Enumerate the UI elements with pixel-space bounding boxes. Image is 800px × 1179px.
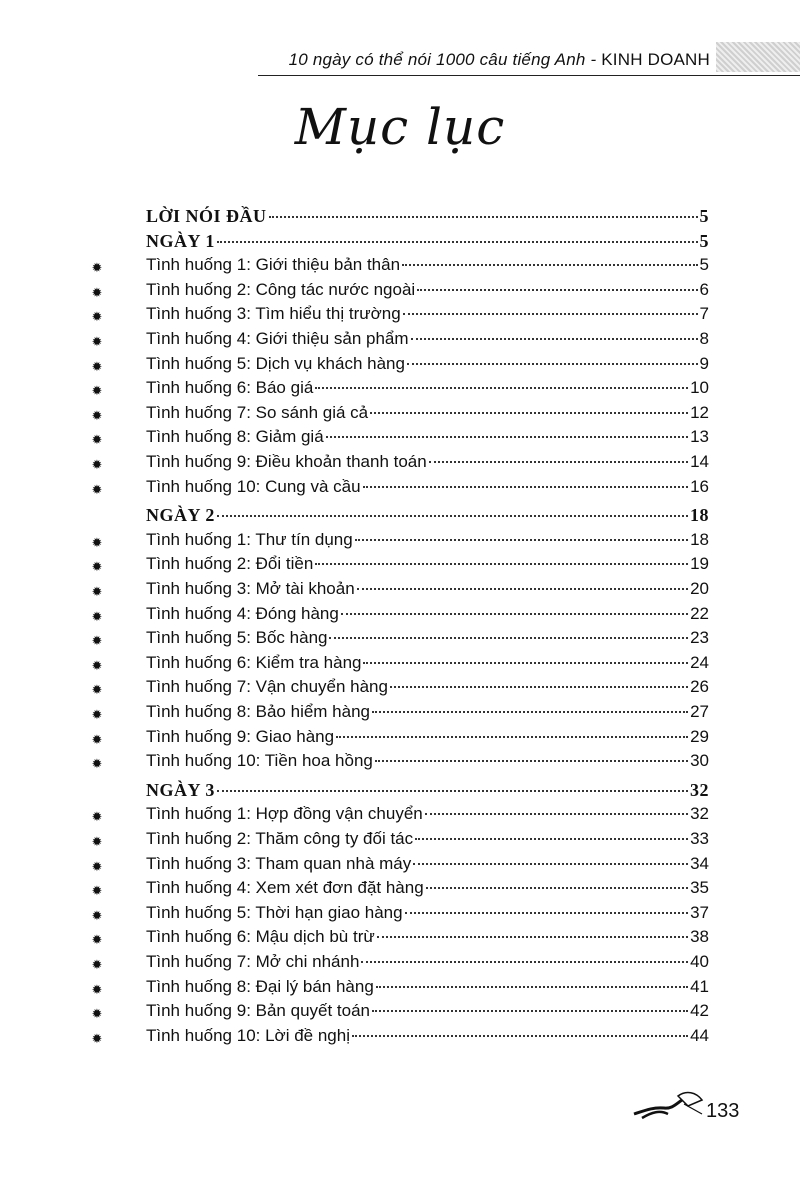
- toc-dot-leader: [361, 961, 688, 963]
- toc-entry-label: Tình huống 2: Đổi tiền: [146, 554, 314, 574]
- page-number: 133: [706, 1100, 740, 1122]
- toc-entry-label: Tình huống 2: Công tác nước ngoài: [146, 279, 416, 299]
- running-title-separator: -: [585, 50, 602, 69]
- toc-entry-page: 18: [690, 505, 709, 526]
- toc-item-row[interactable]: [146, 280, 709, 304]
- toc-entry-label: Tình huống 10: Tiền hoa hồng: [146, 751, 373, 771]
- toc-dot-leader: [411, 338, 698, 340]
- toc-entry-label: Tình huống 7: Vận chuyển hàng: [146, 677, 388, 697]
- flower-bullet-icon: ✹: [91, 633, 103, 649]
- toc-entry-label: Tình huống 1: Giới thiệu bản thân: [146, 255, 401, 275]
- toc-entry-page: 19: [690, 554, 709, 574]
- flower-bullet-icon: ✹: [91, 334, 103, 349]
- toc-dot-leader: [403, 313, 698, 315]
- toc-entry-label: Tình huống 6: Báo giá: [146, 378, 314, 398]
- toc-dot-leader: [370, 412, 688, 414]
- toc-entry-page: 5: [699, 230, 709, 251]
- toc-item-row[interactable]: [146, 653, 709, 677]
- running-title: [289, 50, 710, 70]
- toc-dot-leader: [405, 912, 688, 914]
- toc-dot-leader: [363, 662, 688, 664]
- flower-bullet-icon: ✹: [91, 534, 103, 550]
- toc-entry-label: LỜI NÓI ĐẦU: [146, 206, 267, 226]
- flower-bullet-icon: ✹: [91, 407, 103, 423]
- page-title: Mục lục: [294, 98, 506, 156]
- toc-dot-leader: [390, 686, 688, 688]
- toc-section-row[interactable]: [146, 231, 709, 255]
- toc-entry-page: 42: [690, 1001, 709, 1021]
- toc-entry-page: 8: [699, 329, 709, 348]
- toc-entry-label: Tình huống 2: Thăm công ty đối tác: [146, 829, 414, 848]
- flower-bullet-icon: ✹: [91, 682, 103, 698]
- flower-bullet-icon: ✹: [91, 309, 103, 325]
- toc-dot-leader: [429, 461, 688, 463]
- toc-entry-page: 35: [690, 878, 709, 898]
- toc-item-row[interactable]: [146, 530, 709, 554]
- toc-dot-leader: [336, 736, 688, 738]
- toc-entry-label: Tình huống 9: Bản quyết toán: [146, 1001, 371, 1021]
- toc-entry-page: 41: [690, 976, 709, 996]
- toc-entry-page: 33: [690, 829, 709, 848]
- toc-dot-leader: [375, 760, 688, 762]
- toc-item-row[interactable]: [146, 403, 709, 427]
- toc-entry-page: 34: [690, 853, 709, 873]
- running-title-brand: KINH DOANH: [601, 50, 710, 69]
- toc-dot-leader: [352, 1035, 688, 1037]
- toc-entry-page: 13: [690, 427, 709, 447]
- header-rule: [258, 75, 800, 76]
- toc-entry-label: Tình huống 6: Kiểm tra hàng: [146, 652, 362, 672]
- toc-entry-label: Tình huống 8: Đại lý bán hàng: [146, 976, 374, 996]
- flower-bullet-icon: ✹: [91, 731, 103, 747]
- header-texture-block: [716, 42, 800, 72]
- toc-dot-leader: [329, 637, 688, 639]
- toc-entry-label: Tình huống 1: Thư tín dụng: [146, 529, 353, 549]
- toc-item-row[interactable]: [146, 329, 709, 353]
- toc-entry-page: 37: [690, 902, 709, 922]
- flower-bullet-icon: ✹: [91, 358, 103, 374]
- toc-dot-leader: [355, 539, 688, 541]
- toc-entry-page: 14: [690, 452, 709, 471]
- toc-entry-page: 30: [690, 751, 709, 771]
- flower-bullet-icon: ✹: [91, 657, 103, 673]
- flower-bullet-icon: ✹: [91, 1006, 103, 1022]
- toc-dot-leader: [407, 363, 698, 365]
- toc-entry-page: 40: [690, 952, 709, 971]
- toc-dot-leader: [326, 436, 688, 438]
- toc-item-row[interactable]: [146, 354, 709, 378]
- toc-dot-leader: [376, 986, 688, 988]
- toc-entry-page: 9: [699, 353, 709, 373]
- flower-bullet-icon: ✹: [91, 858, 103, 874]
- toc-entry-page: 27: [690, 702, 709, 721]
- toc-dot-leader: [341, 613, 688, 615]
- flower-bullet-icon: ✹: [91, 981, 103, 997]
- toc-entry-page: 5: [699, 255, 709, 275]
- toc-entry-page: 18: [690, 529, 709, 549]
- toc-dot-leader: [417, 289, 697, 291]
- toc-dot-leader: [415, 838, 688, 840]
- toc-entry-page: 44: [690, 1025, 709, 1045]
- toc-item-row[interactable]: [146, 804, 709, 828]
- toc-item-row[interactable]: [146, 255, 709, 279]
- toc-item-row[interactable]: [146, 1026, 709, 1050]
- toc-dot-leader: [426, 887, 688, 889]
- toc-entry-label: Tình huống 9: Giao hàng: [146, 726, 335, 746]
- toc-entry-label: Tình huống 3: Tìm hiểu thị trường: [146, 304, 401, 324]
- toc-entry-label: Tình huống 4: Xem xét đơn đặt hàng: [146, 878, 424, 898]
- toc-entry-page: 6: [699, 279, 709, 299]
- flower-bullet-icon: ✹: [91, 559, 103, 575]
- toc-dot-leader: [217, 790, 688, 792]
- toc-dot-leader: [315, 563, 688, 565]
- flower-bullet-icon: ✹: [91, 383, 103, 399]
- toc-item-row[interactable]: [146, 427, 709, 451]
- toc-entry-page: 24: [690, 652, 709, 672]
- toc-dot-leader: [402, 264, 697, 266]
- toc-dot-leader: [372, 711, 688, 713]
- toc-entry-page: 10: [690, 378, 709, 398]
- toc-entry-page: 5: [699, 206, 709, 226]
- toc-entry-label: Tình huống 9: Điều khoản thanh toán: [146, 452, 427, 471]
- toc-section-row[interactable]: [146, 780, 709, 804]
- flower-bullet-icon: ✹: [91, 707, 103, 722]
- flower-bullet-icon: ✹: [91, 957, 103, 972]
- toc-entry-label: Tình huống 7: Mở chi nhánh: [146, 952, 360, 971]
- toc-dot-leader: [217, 515, 688, 517]
- toc-item-row[interactable]: [146, 727, 709, 751]
- toc-entry-page: 16: [690, 476, 709, 496]
- toc-entry-label: Tình huống 8: Giảm giá: [146, 427, 324, 447]
- toc-entry-page: 32: [690, 804, 709, 824]
- toc-entry-label: Tình huống 10: Cung và cầu: [146, 476, 361, 496]
- toc-entry-page: 7: [699, 304, 709, 324]
- toc-entry-page: 29: [690, 726, 709, 746]
- toc-entry-page: 20: [690, 579, 709, 598]
- toc-dot-leader: [217, 241, 698, 243]
- flower-bullet-icon: ✹: [91, 883, 103, 899]
- toc-item-row[interactable]: [146, 829, 709, 853]
- toc-item-row[interactable]: [146, 1001, 709, 1025]
- toc-entry-label: Tình huống 3: Tham quan nhà máy: [146, 853, 412, 873]
- toc-item-row[interactable]: [146, 554, 709, 578]
- toc-entry-label: Tình huống 7: So sánh giá cả: [146, 402, 369, 422]
- toc-item-row[interactable]: [146, 677, 709, 701]
- flower-bullet-icon: ✹: [91, 1030, 103, 1046]
- flower-bullet-icon: ✹: [91, 284, 103, 300]
- toc-item-row[interactable]: [146, 878, 709, 902]
- toc-entry-label: NGÀY 1: [146, 230, 215, 251]
- page-ornament-icon: [632, 1088, 706, 1124]
- flower-bullet-icon: ✹: [91, 608, 103, 624]
- toc-entry-label: Tình huống 4: Đóng hàng: [146, 603, 339, 623]
- toc-dot-leader: [425, 813, 688, 815]
- toc-entry-page: 12: [690, 402, 709, 422]
- toc-entry-label: Tình huống 5: Thời hạn giao hàng: [146, 902, 403, 922]
- toc-dot-leader: [357, 588, 688, 590]
- flower-bullet-icon: ✹: [91, 584, 103, 599]
- toc-entry-label: NGÀY 2: [146, 505, 215, 526]
- toc-entry-page: 23: [690, 628, 709, 648]
- toc-entry-label: Tình huống 3: Mở tài khoản: [146, 579, 355, 598]
- flower-bullet-icon: ✹: [91, 481, 103, 497]
- toc-item-row[interactable]: [146, 628, 709, 652]
- toc-entry-label: Tình huống 6: Mậu dịch bù trừ: [146, 927, 375, 947]
- running-header: [0, 38, 800, 78]
- toc-item-row[interactable]: [146, 477, 709, 501]
- flower-bullet-icon: ✹: [91, 907, 103, 923]
- toc-entry-label: Tình huống 10: Lời đề nghị: [146, 1025, 350, 1045]
- toc-item-row[interactable]: [146, 378, 709, 402]
- toc-entry-label: Tình huống 5: Dịch vụ khách hàng: [146, 353, 405, 373]
- toc-item-row[interactable]: [146, 579, 709, 603]
- toc-entry-page: 26: [690, 677, 709, 697]
- toc-dot-leader: [363, 486, 689, 488]
- toc-item-row[interactable]: [146, 903, 709, 927]
- toc-entry-page: 38: [690, 927, 709, 947]
- toc-dot-leader: [372, 1010, 688, 1012]
- flower-bullet-icon: ✹: [91, 260, 103, 276]
- running-title-text: 10 ngày có thể nói 1000 câu tiếng Anh: [288, 50, 586, 69]
- flower-bullet-icon: ✹: [91, 932, 103, 948]
- toc-section-row[interactable]: [146, 505, 709, 529]
- flower-bullet-icon: ✹: [91, 457, 103, 472]
- flower-bullet-icon: ✹: [91, 432, 103, 448]
- flower-bullet-icon: ✹: [91, 756, 103, 772]
- toc-dot-leader: [315, 387, 688, 389]
- flower-bullet-icon: ✹: [91, 809, 103, 825]
- toc-item-row[interactable]: [146, 977, 709, 1001]
- toc-dot-leader: [377, 936, 688, 938]
- toc-entry-label: Tình huống 8: Bảo hiểm hàng: [146, 702, 370, 721]
- toc-item-row[interactable]: [146, 854, 709, 878]
- toc-entry-page: 32: [690, 779, 709, 800]
- toc-item-row[interactable]: [146, 751, 709, 775]
- toc-entry-page: 22: [690, 603, 709, 623]
- toc-item-row[interactable]: [146, 304, 709, 328]
- toc-dot-leader: [269, 216, 698, 218]
- toc-item-row[interactable]: [146, 702, 709, 726]
- toc-entry-label: Tình huống 1: Hợp đồng vận chuyển: [146, 804, 423, 824]
- toc-item-row[interactable]: [146, 927, 709, 951]
- toc-entry-label: Tình huống 4: Giới thiệu sản phẩm: [146, 329, 409, 348]
- toc-item-row[interactable]: [146, 452, 709, 476]
- toc-item-row[interactable]: [146, 952, 709, 976]
- toc-section-row[interactable]: [146, 206, 709, 230]
- toc-entry-label: NGÀY 3: [146, 779, 215, 800]
- flower-bullet-icon: ✹: [91, 834, 103, 849]
- toc-item-row[interactable]: [146, 604, 709, 628]
- toc-dot-leader: [413, 863, 688, 865]
- toc-entry-label: Tình huống 5: Bốc hàng: [146, 628, 328, 648]
